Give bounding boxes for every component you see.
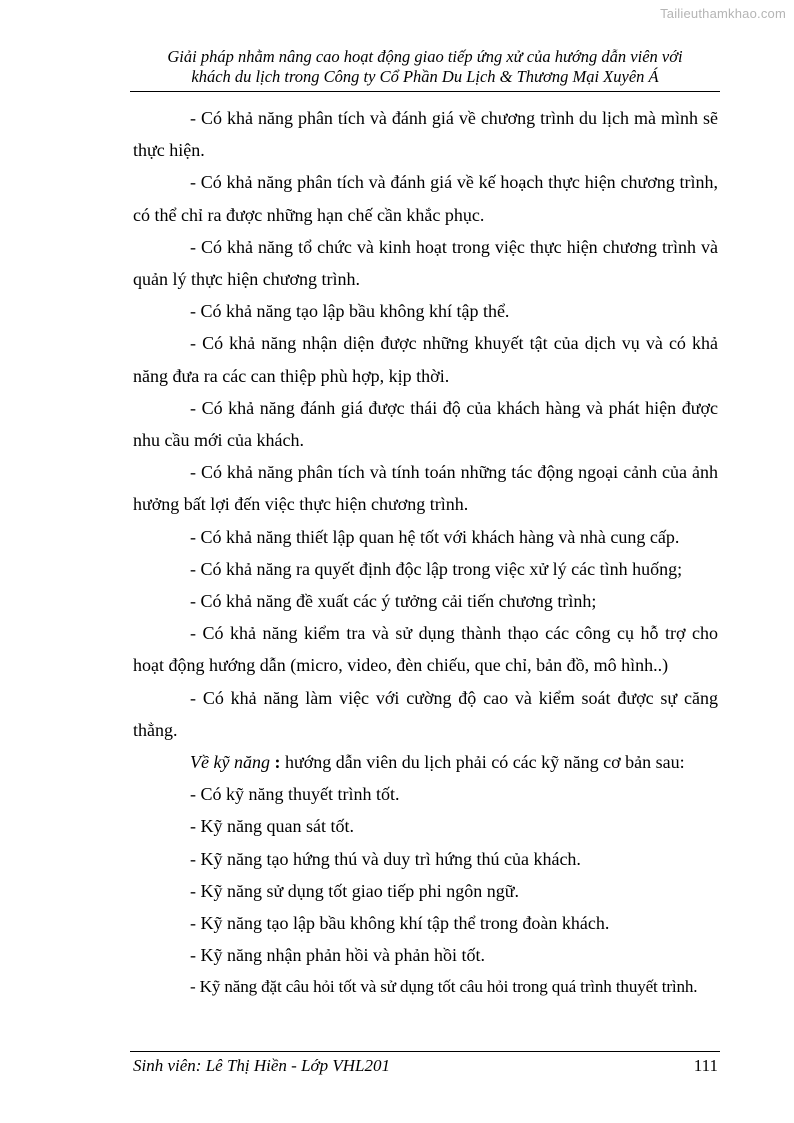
paragraph-11: - Có khả năng kiểm tra và sử dụng thành thạo các công cụ hỗ trợ cho hoạt động hướng dẫn (micro, video, đèn chiếu, que chỉ, bản đồ, mô hình..) — [133, 623, 718, 676]
paragraph-6: - Có khả năng đánh giá được thái độ của khách hàng và phát hiện được nhu cầu mới của khách. — [133, 397, 718, 451]
paragraph-7: - Có khả năng phân tích và tính toán những tác động ngoại cảnh của ảnh hưởng bất lợi đến việc thực hiện chương trình. — [133, 462, 718, 515]
page-number: 111 — [693, 1056, 718, 1075]
watermark-text: Tailieuthamkhao.com — [660, 6, 786, 21]
paragraph-5: - Có khả năng nhận diện được những khuyết tật của dịch vụ và có khả năng đưa ra các can thiệp phù hợp, kịp thời. — [133, 333, 718, 386]
paragraph-4: - Có khả năng tạo lập bầu không khí tập thể. — [190, 301, 510, 322]
footer-divider — [130, 1051, 720, 1052]
skill-item-7: - Kỹ năng đặt câu hỏi tốt và sử dụng tốt câu hỏi trong quá trình thuyết trình. — [190, 977, 698, 997]
skill-item-3: - Kỹ năng tạo hứng thú và duy trì hứng thú của khách. — [190, 848, 581, 869]
document-body — [133, 102, 718, 1004]
skills-intro — [133, 746, 718, 778]
skill-item-6: - Kỹ năng nhận phản hồi và phản hồi tốt. — [190, 945, 485, 966]
paragraph-12: - Có khả năng làm việc với cường độ cao và kiểm soát được sự căng thẳng. — [133, 687, 718, 740]
skill-item-1: - Có kỹ năng thuyết trình tốt. — [190, 784, 400, 805]
paragraph-9: - Có khả năng ra quyết định độc lập trong việc xử lý các tình huống; — [190, 558, 683, 579]
skill-item-2: - Kỹ năng quan sát tốt. — [190, 816, 354, 837]
skills-intro-text: hướng dẫn viên du lịch phải có các kỹ năng cơ bản sau: — [280, 752, 685, 773]
header-line-2: khách du lịch trong Công ty Cổ Phần Du Lịch & Thương Mại Xuyên Á — [191, 67, 659, 86]
skills-intro-colon: : — [269, 752, 281, 773]
footer-author: Sinh viên: Lê Thị Hiền - Lớp VHL201 — [133, 1056, 390, 1075]
header-divider — [130, 91, 720, 92]
skill-item-5: - Kỹ năng tạo lập bầu không khí tập thể trong đoàn khách. — [190, 913, 610, 934]
header-line-1: Giải pháp nhằm nâng cao hoạt động giao tiếp ứng xử của hướng dẫn viên với — [167, 47, 683, 66]
paragraph-10: - Có khả năng đề xuất các ý tưởng cải tiến chương trình; — [190, 591, 597, 612]
skills-intro-label: Về kỹ năng — [190, 752, 270, 773]
skill-item-4: - Kỹ năng sử dụng tốt giao tiếp phi ngôn ngữ. — [190, 880, 519, 901]
paragraph-1: - Có khả năng phân tích và đánh giá về chương trình du lịch mà mình sẽ thực hiện. — [133, 108, 718, 161]
paragraph-8: - Có khả năng thiết lập quan hệ tốt với khách hàng và nhà cung cấp. — [190, 526, 680, 547]
paragraph-2: - Có khả năng phân tích và đánh giá về kế hoạch thực hiện chương trình, có thể chỉ ra được những hạn chế cần khắc phục. — [133, 172, 718, 225]
paragraph-3: - Có khả năng tổ chức và kinh hoạt trong việc thực hiện chương trình và quản lý thực hiện chương trình. — [133, 236, 718, 290]
page-header — [130, 47, 720, 87]
